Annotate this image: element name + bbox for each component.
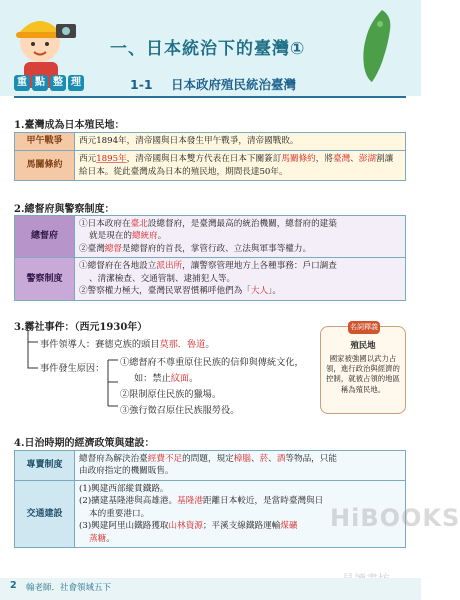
keyword: 總督 bbox=[104, 243, 122, 254]
s3-heading: 3.霧社事件：（西元1930年） bbox=[14, 322, 148, 333]
keyword: 總統府 bbox=[131, 231, 158, 242]
s1-table bbox=[14, 132, 406, 181]
text: ②警察權力極大，臺灣民眾習慣稱呼他們為「 bbox=[79, 286, 251, 297]
row-text bbox=[75, 151, 406, 181]
text: 。 bbox=[157, 231, 167, 242]
row-label: 馬關條約 bbox=[15, 151, 75, 181]
leader-line bbox=[40, 336, 215, 350]
section-heading bbox=[130, 75, 296, 93]
text: ②臺灣 bbox=[79, 243, 105, 254]
keyword: 樟腦 bbox=[233, 454, 251, 464]
label: 事件領導人： bbox=[40, 339, 96, 350]
table-row bbox=[15, 258, 406, 300]
text: ，讓警察管理地方上各種事務：戶口調查 bbox=[182, 261, 337, 272]
section-number: 1-1 bbox=[130, 77, 153, 92]
keyword: 莫那．魯道 bbox=[159, 339, 206, 350]
badge-char: 重 bbox=[14, 75, 30, 91]
text: 由政府指定的機關販售。 bbox=[79, 466, 174, 477]
keyword: 菸 bbox=[259, 454, 269, 464]
note-body: 國家被強國以武力占領，進行政治與經濟的控制，就被占領的地區稱為殖民地。 bbox=[326, 353, 400, 394]
keyword: 蒸糖 bbox=[89, 533, 107, 544]
keyword: 煤礦 bbox=[280, 521, 298, 532]
key-points-badge bbox=[14, 73, 86, 93]
text: 物品，只能 bbox=[293, 454, 337, 464]
row-label: 甲午戰爭 bbox=[15, 133, 75, 151]
table-row bbox=[15, 216, 406, 258]
text: (1)興建西部縱貫鐵路。 bbox=[79, 483, 169, 494]
text: 。 bbox=[205, 339, 215, 350]
text: ，清帝國與日本雙方代表在日本下關簽訂 bbox=[126, 154, 282, 165]
cause-item: ③強行徵召原住民族服勞役。 bbox=[120, 405, 240, 416]
table-row bbox=[15, 151, 406, 181]
text: (3)興建阿里山鐵路獲取 bbox=[79, 521, 169, 532]
text: 等 bbox=[285, 454, 294, 464]
table-row bbox=[15, 133, 406, 151]
text: 賽德克族的頭目 bbox=[95, 339, 160, 350]
row-text bbox=[75, 216, 406, 258]
text: 的問題，規定 bbox=[182, 454, 234, 464]
footer-text: 翰老師．社會領域五下 bbox=[26, 583, 112, 593]
text: 與日 bbox=[306, 496, 324, 507]
keyword: 基隆港 bbox=[177, 496, 203, 507]
keyword: 紋面 bbox=[170, 373, 190, 384]
section-divider bbox=[14, 96, 406, 98]
keyword: 澎湖 bbox=[358, 154, 376, 165]
text: 、 bbox=[350, 154, 359, 165]
row-label: 交通建設 bbox=[15, 480, 75, 547]
text: 。 bbox=[106, 533, 115, 544]
row-label: 警察制度 bbox=[15, 258, 75, 300]
text: ；平溪支線鐵路運輸 bbox=[202, 521, 281, 532]
badge-char: 點 bbox=[32, 75, 48, 91]
s2-heading: 2.總督府與警察制度： bbox=[14, 204, 115, 215]
s4-heading: 4.日治時期的經濟政策與建設： bbox=[14, 438, 155, 449]
chapter-title: 一、日本統治下的臺灣① bbox=[110, 39, 306, 59]
note-tag: 名詞釋義 bbox=[348, 321, 380, 334]
glossary-note bbox=[320, 323, 406, 414]
keyword: 山林資源 bbox=[168, 521, 203, 532]
text: 、清潔檢查、交通管制、逮捕犯人等。 bbox=[89, 273, 236, 284]
taiwan-map-icon bbox=[356, 8, 398, 86]
text: 總督府為解決治臺 bbox=[79, 454, 148, 464]
text: 如：禁止 bbox=[134, 373, 171, 384]
text: 本的重要港口。 bbox=[89, 508, 150, 519]
cause-label: 事件發生原因： bbox=[40, 363, 105, 374]
text: 就是現在的 bbox=[89, 231, 132, 242]
text: 。 bbox=[189, 373, 199, 384]
keyword: 酒 bbox=[276, 454, 286, 464]
text: ，將 bbox=[315, 154, 333, 165]
text: 是總督府的首長，掌管行政、立法與軍事等權力。 bbox=[122, 243, 312, 254]
row-label: 總督府 bbox=[15, 216, 75, 258]
row-text bbox=[75, 258, 406, 300]
s4-table bbox=[14, 450, 406, 548]
page-number: 2 bbox=[10, 580, 17, 591]
text: 」。 bbox=[268, 286, 281, 297]
keyword: 大人 bbox=[250, 286, 269, 297]
text: 割讓給日本。從此臺灣成為日本的殖民地，期間長達50年。 bbox=[79, 154, 394, 177]
keyword: 經費不足 bbox=[147, 454, 183, 464]
text: ①日本政府在 bbox=[79, 219, 131, 229]
row-text: 西元1894年，清帝國與日本發生甲午戰爭，清帝國戰敗。 bbox=[75, 133, 406, 151]
cause-item bbox=[134, 370, 198, 384]
row-text: 總督府為解決治臺經費不足的問題，規定樟腦、菸、酒等物品，只能 由政府指定的機關販售。 bbox=[75, 451, 406, 481]
badge-char: 整 bbox=[50, 75, 66, 91]
table-row bbox=[15, 451, 406, 481]
cause-item: ①總督府不尊重原住民族的信仰與傳統文化， bbox=[120, 357, 304, 368]
note-title: 殖民地 bbox=[350, 340, 376, 350]
text: (2)擴建基隆港與高雄港。 bbox=[79, 496, 178, 507]
cause-item: ②限制原住民族的獵場。 bbox=[120, 389, 222, 400]
text: 西元 bbox=[79, 154, 97, 165]
keyword: 馬關條約 bbox=[281, 154, 316, 165]
watermark-logo: HiBOOKS bbox=[330, 504, 460, 532]
row-label: 專賣制度 bbox=[15, 451, 75, 481]
s2-table bbox=[14, 215, 406, 301]
text: ①總督府在各地設立 bbox=[79, 261, 157, 272]
text: 距離日本較近，是當時臺灣 bbox=[202, 496, 307, 507]
keyword: 派出所 bbox=[156, 261, 183, 272]
keyword: 臺灣 bbox=[332, 154, 351, 165]
s1-heading: 1.臺灣成為日本殖民地： bbox=[14, 120, 125, 131]
badge-char: 理 bbox=[68, 75, 84, 91]
keyword: 臺北 bbox=[130, 219, 148, 229]
keyword: 1895年 bbox=[96, 154, 127, 165]
section-title: 日本政府殖民統治臺灣 bbox=[170, 77, 296, 92]
text: 設總督府，是臺灣最高的統治機關，總督府的建築 bbox=[147, 219, 337, 229]
